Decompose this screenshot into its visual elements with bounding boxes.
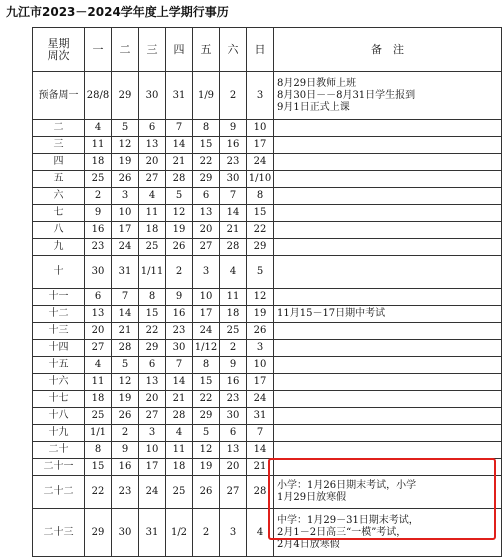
date-cell-sun: 24 — [247, 391, 274, 408]
week-label: 四 — [33, 154, 85, 171]
date-cell-sat: 4 — [220, 256, 247, 289]
week-label: 七 — [33, 205, 85, 222]
date-cell-wed: 27 — [139, 408, 166, 425]
date-cell-wed: 13 — [139, 137, 166, 154]
date-cell-tue: 17 — [112, 222, 139, 239]
date-cell-mon: 29 — [85, 509, 112, 557]
date-cell-tue: 12 — [112, 374, 139, 391]
date-cell-fri: 22 — [193, 391, 220, 408]
week-row — [33, 120, 502, 137]
week-label: 十八 — [33, 408, 85, 425]
date-cell-fri: 3 — [193, 256, 220, 289]
date-cell-thu: 25 — [166, 476, 193, 509]
date-cell-fri: 17 — [193, 306, 220, 323]
week-label: 十二 — [33, 306, 85, 323]
week-label: 十 — [33, 256, 85, 289]
date-cell-sun: 17 — [247, 374, 274, 391]
date-cell-mon: 25 — [85, 408, 112, 425]
week-label: 五 — [33, 171, 85, 188]
note-line: 小学：1月26日期末考试，小学 — [277, 480, 417, 491]
week-row — [33, 222, 502, 239]
date-cell-mon: 8 — [85, 442, 112, 459]
day-header-fri: 五 — [193, 28, 220, 72]
note-cell — [274, 222, 502, 239]
date-cell-wed: 27 — [139, 171, 166, 188]
note-cell — [274, 459, 502, 476]
header-row — [33, 28, 502, 72]
date-cell-tue: 10 — [112, 205, 139, 222]
date-cell-sat: 2 — [220, 72, 247, 120]
date-cell-fri: 1/12 — [193, 340, 220, 357]
date-cell-thu: 23 — [166, 323, 193, 340]
date-cell-wed: 25 — [139, 239, 166, 256]
date-cell-tue: 9 — [112, 442, 139, 459]
date-cell-fri: 20 — [193, 222, 220, 239]
date-cell-wed: 31 — [139, 509, 166, 557]
date-cell-sun: 28 — [247, 476, 274, 509]
week-label: 十一 — [33, 289, 85, 306]
date-cell-thu: 1/2 — [166, 509, 193, 557]
week-row — [33, 171, 502, 188]
date-cell-thu: 31 — [166, 72, 193, 120]
date-cell-wed: 30 — [139, 72, 166, 120]
date-cell-tue: 7 — [112, 289, 139, 306]
date-cell-wed: 22 — [139, 323, 166, 340]
date-cell-sun: 7 — [247, 425, 274, 442]
week-label: 十七 — [33, 391, 85, 408]
note-line: 2月1－2日高三“一模”考试， — [277, 526, 407, 538]
note-cell — [274, 120, 502, 137]
date-cell-tue: 23 — [112, 476, 139, 509]
note-cell — [274, 239, 502, 256]
date-cell-thu: 28 — [166, 408, 193, 425]
week-row — [33, 425, 502, 442]
date-cell-sat: 14 — [220, 205, 247, 222]
date-cell-fri: 15 — [193, 137, 220, 154]
week-row — [33, 72, 502, 120]
date-cell-fri: 29 — [193, 171, 220, 188]
note-line: 9月1日正式上课 — [277, 101, 350, 113]
note-cell — [274, 289, 502, 306]
date-cell-sat: 25 — [220, 323, 247, 340]
date-cell-fri: 2 — [193, 509, 220, 557]
date-cell-wed: 13 — [139, 374, 166, 391]
corner-top-label: 星期 — [47, 36, 70, 50]
day-header-mon: 一 — [85, 28, 112, 72]
date-cell-fri: 27 — [193, 239, 220, 256]
date-cell-thu: 7 — [166, 357, 193, 374]
day-header-sun: 日 — [247, 28, 274, 72]
week-row — [33, 188, 502, 205]
date-cell-mon: 6 — [85, 289, 112, 306]
date-cell-sat: 30 — [220, 171, 247, 188]
note-cell — [274, 391, 502, 408]
date-cell-fri: 22 — [193, 154, 220, 171]
date-cell-mon: 18 — [85, 154, 112, 171]
date-cell-mon: 23 — [85, 239, 112, 256]
date-cell-sat: 13 — [220, 442, 247, 459]
corner-bottom-label: 周次 — [47, 48, 70, 62]
week-label: 二十 — [33, 442, 85, 459]
date-cell-sun: 10 — [247, 120, 274, 137]
note-cell — [274, 340, 502, 357]
date-cell-mon: 15 — [85, 459, 112, 476]
date-cell-thu: 18 — [166, 459, 193, 476]
date-cell-thu: 14 — [166, 137, 193, 154]
date-cell-wed: 17 — [139, 459, 166, 476]
week-label: 二十三 — [33, 509, 85, 557]
date-cell-wed: 20 — [139, 391, 166, 408]
date-cell-sat: 20 — [220, 459, 247, 476]
date-cell-wed: 20 — [139, 154, 166, 171]
date-cell-sat: 21 — [220, 222, 247, 239]
day-header-sat: 六 — [220, 28, 247, 72]
date-cell-sun: 21 — [247, 459, 274, 476]
date-cell-sun: 19 — [247, 306, 274, 323]
date-cell-sun: 12 — [247, 289, 274, 306]
note-line: 8月29日教师上班 — [277, 77, 357, 89]
date-cell-tue: 14 — [112, 306, 139, 323]
date-cell-thu: 5 — [166, 188, 193, 205]
day-header-thu: 四 — [166, 28, 193, 72]
note-cell — [274, 137, 502, 154]
date-cell-thu: 30 — [166, 340, 193, 357]
week-row — [33, 476, 502, 509]
date-cell-sat: 11 — [220, 289, 247, 306]
week-row — [33, 391, 502, 408]
week-label: 二十一 — [33, 459, 85, 476]
corner-header — [33, 28, 85, 72]
date-cell-mon: 4 — [85, 120, 112, 137]
date-cell-mon: 11 — [85, 137, 112, 154]
date-cell-mon: 25 — [85, 171, 112, 188]
date-cell-sun: 3 — [247, 72, 274, 120]
note-line: 2月4日放寒假 — [277, 538, 340, 550]
date-cell-mon: 28/8 — [85, 72, 112, 120]
note-cell — [274, 323, 502, 340]
note-line: 11月15－17日期中考试 — [277, 308, 386, 319]
date-cell-mon: 18 — [85, 391, 112, 408]
date-cell-mon: 30 — [85, 256, 112, 289]
date-cell-tue: 26 — [112, 171, 139, 188]
date-cell-sat: 28 — [220, 239, 247, 256]
week-row — [33, 374, 502, 391]
note-cell — [274, 256, 502, 289]
week-label: 二 — [33, 120, 85, 137]
date-cell-wed: 6 — [139, 120, 166, 137]
date-cell-sun: 15 — [247, 205, 274, 222]
week-row — [33, 509, 502, 557]
date-cell-tue: 28 — [112, 340, 139, 357]
note-cell — [274, 205, 502, 222]
date-cell-sat: 23 — [220, 154, 247, 171]
week-row — [33, 459, 502, 476]
date-cell-tue: 12 — [112, 137, 139, 154]
date-cell-sun: 14 — [247, 442, 274, 459]
date-cell-sun: 5 — [247, 256, 274, 289]
date-cell-sat: 2 — [220, 340, 247, 357]
date-cell-thu: 26 — [166, 239, 193, 256]
date-cell-thu: 11 — [166, 442, 193, 459]
date-cell-wed: 15 — [139, 306, 166, 323]
date-cell-wed: 11 — [139, 205, 166, 222]
date-cell-mon: 11 — [85, 374, 112, 391]
date-cell-wed: 4 — [139, 188, 166, 205]
date-cell-mon: 2 — [85, 188, 112, 205]
date-cell-tue: 30 — [112, 509, 139, 557]
date-cell-sat: 9 — [220, 120, 247, 137]
week-label: 十四 — [33, 340, 85, 357]
date-cell-mon: 13 — [85, 306, 112, 323]
date-cell-sat: 3 — [220, 509, 247, 557]
week-row — [33, 306, 502, 323]
date-cell-fri: 19 — [193, 459, 220, 476]
week-label: 八 — [33, 222, 85, 239]
date-cell-thu: 21 — [166, 391, 193, 408]
date-cell-fri: 24 — [193, 323, 220, 340]
date-cell-wed: 8 — [139, 289, 166, 306]
date-cell-mon: 9 — [85, 205, 112, 222]
date-cell-sun: 10 — [247, 357, 274, 374]
page-title: 九江市2023－2024学年度上学期行事历 — [6, 5, 229, 19]
date-cell-tue: 2 — [112, 425, 139, 442]
date-cell-thu: 7 — [166, 120, 193, 137]
date-cell-sun: 4 — [247, 509, 274, 557]
date-cell-wed: 6 — [139, 357, 166, 374]
date-cell-thu: 21 — [166, 154, 193, 171]
date-cell-fri: 12 — [193, 442, 220, 459]
date-cell-sat: 16 — [220, 137, 247, 154]
date-cell-sat: 18 — [220, 306, 247, 323]
note-cell — [274, 154, 502, 171]
week-row — [33, 289, 502, 306]
date-cell-mon: 27 — [85, 340, 112, 357]
week-label: 九 — [33, 239, 85, 256]
date-cell-thu: 2 — [166, 256, 193, 289]
week-label: 十九 — [33, 425, 85, 442]
date-cell-fri: 1/9 — [193, 72, 220, 120]
week-row — [33, 154, 502, 171]
week-row — [33, 137, 502, 154]
week-row — [33, 323, 502, 340]
date-cell-fri: 8 — [193, 120, 220, 137]
note-cell — [274, 357, 502, 374]
note-cell — [274, 188, 502, 205]
date-cell-sun: 26 — [247, 323, 274, 340]
date-cell-wed: 24 — [139, 476, 166, 509]
date-cell-thu: 19 — [166, 222, 193, 239]
date-cell-wed: 3 — [139, 425, 166, 442]
date-cell-thu: 12 — [166, 205, 193, 222]
date-cell-thu: 4 — [166, 425, 193, 442]
week-row — [33, 357, 502, 374]
date-cell-fri: 5 — [193, 425, 220, 442]
note-cell — [274, 374, 502, 391]
week-row — [33, 340, 502, 357]
date-cell-thu: 16 — [166, 306, 193, 323]
note-cell — [274, 72, 502, 120]
date-cell-wed: 18 — [139, 222, 166, 239]
week-label: 六 — [33, 188, 85, 205]
date-cell-tue: 5 — [112, 357, 139, 374]
date-cell-sun: 17 — [247, 137, 274, 154]
notes-header: 备 注 — [274, 28, 502, 72]
note-line: 中学：1月29－31日期末考试， — [277, 514, 419, 526]
date-cell-sat: 27 — [220, 476, 247, 509]
week-label: 二十二 — [33, 476, 85, 509]
date-cell-fri: 13 — [193, 205, 220, 222]
date-cell-tue: 19 — [112, 154, 139, 171]
date-cell-tue: 21 — [112, 323, 139, 340]
date-cell-tue: 5 — [112, 120, 139, 137]
date-cell-sat: 7 — [220, 188, 247, 205]
date-cell-wed: 29 — [139, 340, 166, 357]
date-cell-fri: 15 — [193, 374, 220, 391]
date-cell-mon: 20 — [85, 323, 112, 340]
date-cell-wed: 1/11 — [139, 256, 166, 289]
date-cell-sun: 22 — [247, 222, 274, 239]
note-cell — [274, 408, 502, 425]
week-row — [33, 239, 502, 256]
date-cell-sun: 31 — [247, 408, 274, 425]
date-cell-tue: 31 — [112, 256, 139, 289]
date-cell-sat: 9 — [220, 357, 247, 374]
day-header-wed: 三 — [139, 28, 166, 72]
date-cell-sun: 1/10 — [247, 171, 274, 188]
date-cell-fri: 8 — [193, 357, 220, 374]
week-label: 三 — [33, 137, 85, 154]
date-cell-sat: 16 — [220, 374, 247, 391]
date-cell-thu: 14 — [166, 374, 193, 391]
date-cell-wed: 10 — [139, 442, 166, 459]
date-cell-sat: 23 — [220, 391, 247, 408]
date-cell-tue: 3 — [112, 188, 139, 205]
date-cell-fri: 26 — [193, 476, 220, 509]
day-header-tue: 二 — [112, 28, 139, 72]
date-cell-mon: 1/1 — [85, 425, 112, 442]
note-cell — [274, 171, 502, 188]
note-cell — [274, 509, 502, 557]
date-cell-tue: 29 — [112, 72, 139, 120]
week-label: 十六 — [33, 374, 85, 391]
week-row — [33, 442, 502, 459]
note-cell — [274, 476, 502, 509]
date-cell-mon: 4 — [85, 357, 112, 374]
note-cell — [274, 306, 502, 323]
week-row — [33, 408, 502, 425]
week-label: 十三 — [33, 323, 85, 340]
date-cell-sun: 29 — [247, 239, 274, 256]
week-label: 预备周一 — [33, 72, 85, 120]
week-row — [33, 256, 502, 289]
date-cell-sun: 8 — [247, 188, 274, 205]
date-cell-sun: 24 — [247, 154, 274, 171]
date-cell-tue: 19 — [112, 391, 139, 408]
date-cell-thu: 9 — [166, 289, 193, 306]
date-cell-fri: 29 — [193, 408, 220, 425]
week-label: 十五 — [33, 357, 85, 374]
date-cell-sun: 3 — [247, 340, 274, 357]
date-cell-mon: 16 — [85, 222, 112, 239]
calendar-table — [32, 27, 502, 557]
week-row — [33, 205, 502, 222]
calendar-body — [33, 72, 502, 557]
note-cell — [274, 425, 502, 442]
date-cell-thu: 28 — [166, 171, 193, 188]
date-cell-mon: 22 — [85, 476, 112, 509]
note-line: 1月29日放寒假 — [277, 492, 347, 503]
date-cell-tue: 24 — [112, 239, 139, 256]
date-cell-tue: 26 — [112, 408, 139, 425]
date-cell-sat: 30 — [220, 408, 247, 425]
date-cell-fri: 6 — [193, 188, 220, 205]
date-cell-fri: 10 — [193, 289, 220, 306]
note-line: 8月30日－－8月31日学生报到 — [277, 89, 416, 101]
date-cell-tue: 16 — [112, 459, 139, 476]
date-cell-sat: 6 — [220, 425, 247, 442]
note-cell — [274, 442, 502, 459]
